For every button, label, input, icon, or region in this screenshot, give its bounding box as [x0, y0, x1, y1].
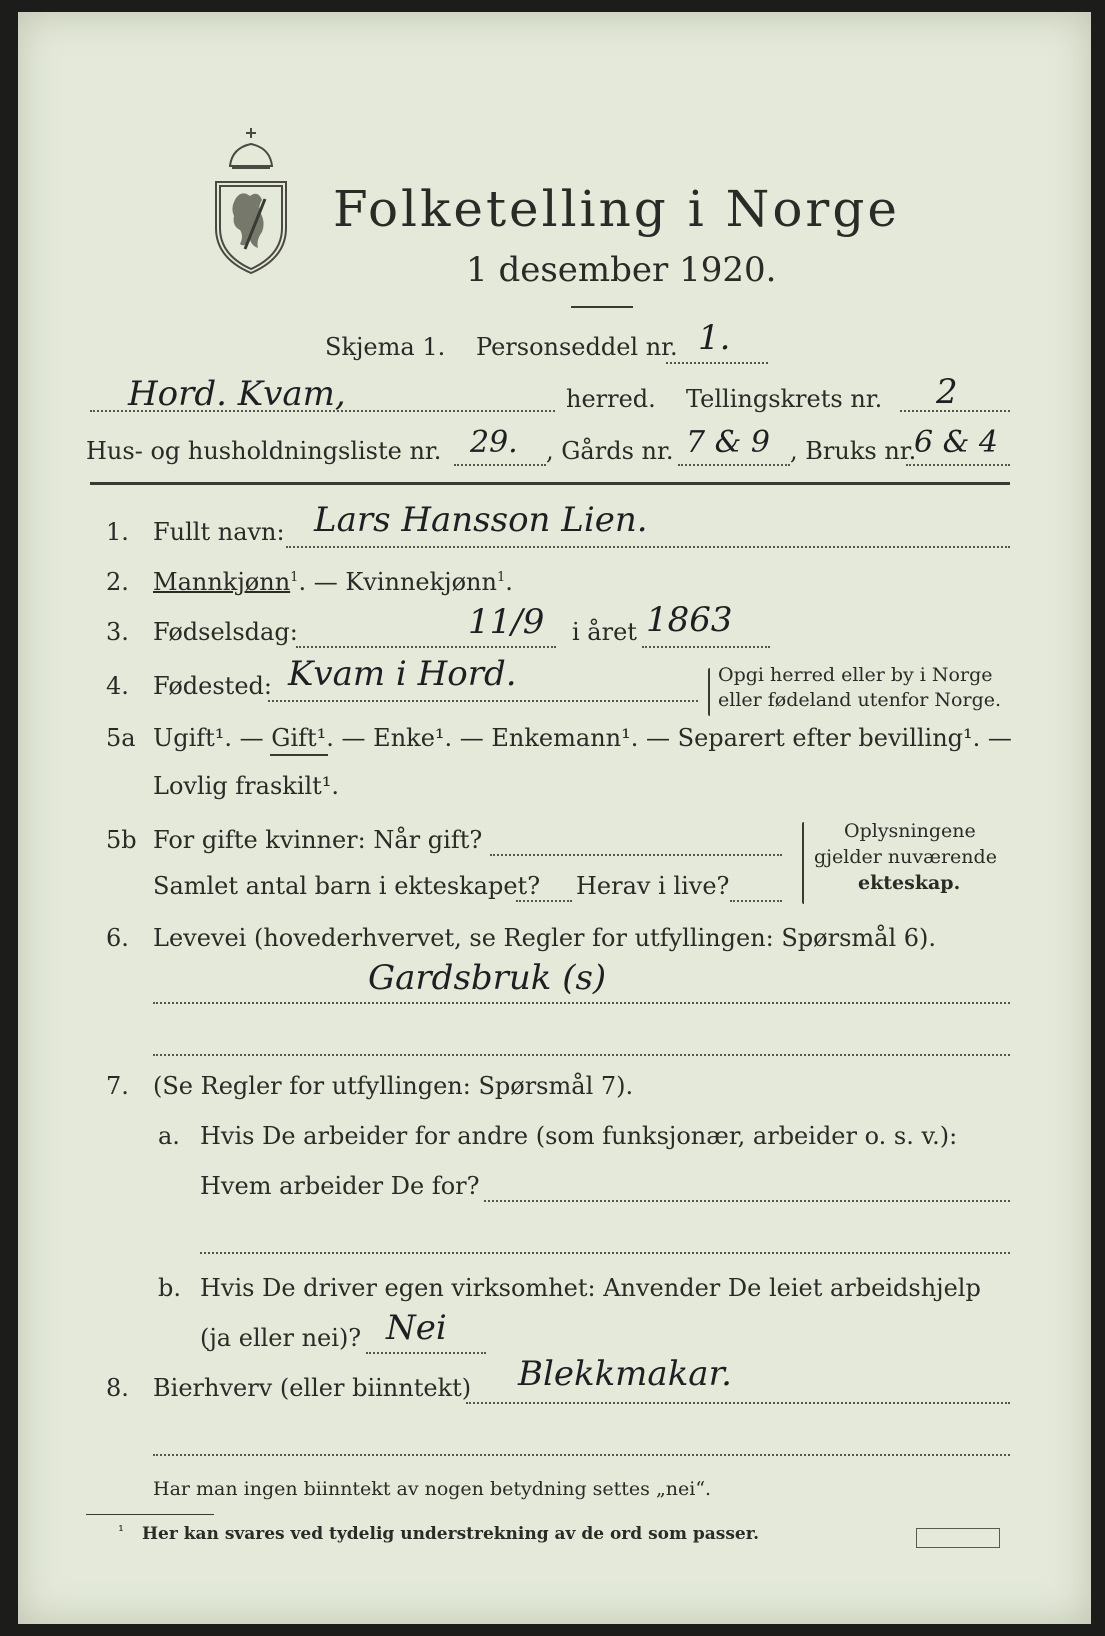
form-title: Folketelling i Norge — [333, 180, 900, 238]
marital-status-options-line2: Lovlig fraskilt¹. — [153, 772, 340, 800]
hus-line — [454, 464, 546, 466]
footnote-ref: 1 — [290, 570, 299, 585]
q8-label: Bierhverv (eller biinntekt) — [153, 1374, 472, 1402]
gift-underline — [270, 754, 328, 756]
q7b-line — [366, 1352, 486, 1354]
q8-line2 — [153, 1454, 1010, 1456]
bruks-line — [906, 464, 1010, 466]
q3-date-line — [296, 646, 556, 648]
footnote-mark: ¹ — [118, 1522, 125, 1540]
hired-help-value: Nei — [386, 1308, 447, 1348]
bruks-value: 6 & 4 — [914, 425, 998, 460]
q7a-question: Hvis De arbeider for andre (som funksjonær, arbeider o. s. v.): — [200, 1122, 958, 1150]
q5b-note-line3: ekteskap. — [858, 872, 961, 894]
q5b-note-line1: Oplysningene — [844, 820, 976, 842]
q5b-brace — [802, 822, 804, 904]
title-divider — [571, 306, 633, 308]
hus-label: Hus- og husholdningsliste nr. — [86, 437, 442, 465]
personseddel-label: Personseddel nr. — [476, 333, 678, 361]
skjema-label: Skjema 1. — [325, 333, 446, 361]
q7b-question: Hvis De driver egen virksomhet: Anvender De leiet arbeidshjelp — [200, 1274, 981, 1302]
gender-male-option: Mannkjønn — [153, 568, 291, 596]
q5a-number: 5a — [106, 724, 136, 752]
marital-status-options: Ugift¹. — Gift¹. — Enke¹. — Enkemann¹. — Separert efter bevilling¹. — — [153, 724, 1012, 752]
q6-label: Levevei (hovederhvervet, se Regler for utfyllingen: Spørsmål 6). — [153, 924, 937, 952]
gards-line — [678, 464, 790, 466]
q7a-letter: a. — [158, 1122, 180, 1150]
q7-number: 7. — [106, 1072, 129, 1100]
occupation-value: Gardsbruk (s) — [368, 958, 607, 998]
q6-number: 6. — [106, 924, 129, 952]
full-name-value: Lars Hansson Lien. — [314, 500, 648, 540]
aaret-label: i året — [572, 618, 637, 646]
q5b-married-when: For gifte kvinner: Når gift? — [153, 826, 483, 854]
footnote-rule — [86, 1514, 214, 1515]
q7a-line1 — [484, 1200, 1010, 1202]
footer-note: Har man ingen biinntekt av nogen betydning settes „nei“. — [153, 1478, 712, 1500]
gards-value: 7 & 9 — [686, 425, 770, 460]
census-form-sheet — [18, 12, 1091, 1624]
footnote-ref: 1 — [496, 570, 506, 585]
q4-label: Fødested: — [153, 672, 272, 700]
birthplace-value: Kvam i Hord. — [288, 654, 517, 694]
q1-label: Fullt navn: — [153, 518, 285, 546]
gender-separator: . — — [298, 568, 346, 596]
q5b-when-line — [490, 854, 782, 856]
personseddel-line — [666, 362, 768, 364]
gender-end: . — [505, 568, 513, 596]
bruks-label: , Bruks nr. — [790, 437, 917, 465]
personseddel-value: 1. — [698, 318, 731, 358]
q7b-letter: b. — [158, 1274, 181, 1302]
q5b-children-line — [516, 900, 572, 902]
birth-year-value: 1863 — [646, 600, 733, 640]
q5b-note-line2: gjelder nuværende — [814, 846, 997, 868]
footnote-text: Her kan svares ved tydelig understrekning av de ord som passer. — [142, 1524, 760, 1544]
q7a-line2 — [200, 1252, 1010, 1254]
tellingskrets-value: 2 — [936, 372, 958, 412]
herred-label: herred. — [566, 385, 656, 413]
q8-line1 — [466, 1402, 1010, 1404]
tellingskrets-label: Tellingskrets nr. — [686, 385, 883, 413]
gards-label: , Gårds nr. — [546, 437, 674, 465]
header-rule — [90, 482, 1010, 485]
q4-line — [268, 700, 698, 702]
coat-of-arms-icon — [210, 124, 292, 279]
birthday-value: 11/9 — [468, 602, 545, 642]
gender-female-option: Kvinnekjønn — [345, 568, 497, 596]
q5b-alive-line — [730, 900, 782, 902]
q4-number: 4. — [106, 672, 129, 700]
herred-value: Hord. Kvam, — [128, 374, 346, 414]
q7-label: (Se Regler for utfyllingen: Spørsmål 7). — [153, 1072, 634, 1100]
q4-note-line2: eller fødeland utenfor Norge. — [718, 689, 1002, 711]
q6-line1 — [153, 1002, 1010, 1004]
side-occupation-value: Blekkmakar. — [518, 1354, 732, 1394]
q8-number: 8. — [106, 1374, 129, 1402]
printer-stamp — [916, 1528, 1000, 1548]
q4-brace — [708, 668, 710, 716]
gender-options — [153, 568, 513, 596]
q3-number: 3. — [106, 618, 129, 646]
q5b-number: 5b — [106, 826, 137, 854]
q3-label: Fødselsdag: — [153, 618, 298, 646]
q1-line — [286, 546, 1010, 548]
q6-line2 — [153, 1054, 1010, 1056]
q3-year-line — [642, 646, 770, 648]
census-date: 1 desember 1920. — [466, 250, 777, 290]
q7a-employer-label: Hvem arbeider De for? — [200, 1172, 480, 1200]
q2-number: 2. — [106, 568, 129, 596]
q1-number: 1. — [106, 518, 129, 546]
hus-value: 29. — [470, 425, 518, 460]
q4-note-line1: Opgi herred eller by i Norge — [718, 664, 993, 686]
q5b-children-alive: Herav i live? — [576, 872, 730, 900]
q5b-children-total: Samlet antal barn i ekteskapet? — [153, 872, 541, 900]
q7b-yesno-label: (ja eller nei)? — [200, 1324, 362, 1352]
